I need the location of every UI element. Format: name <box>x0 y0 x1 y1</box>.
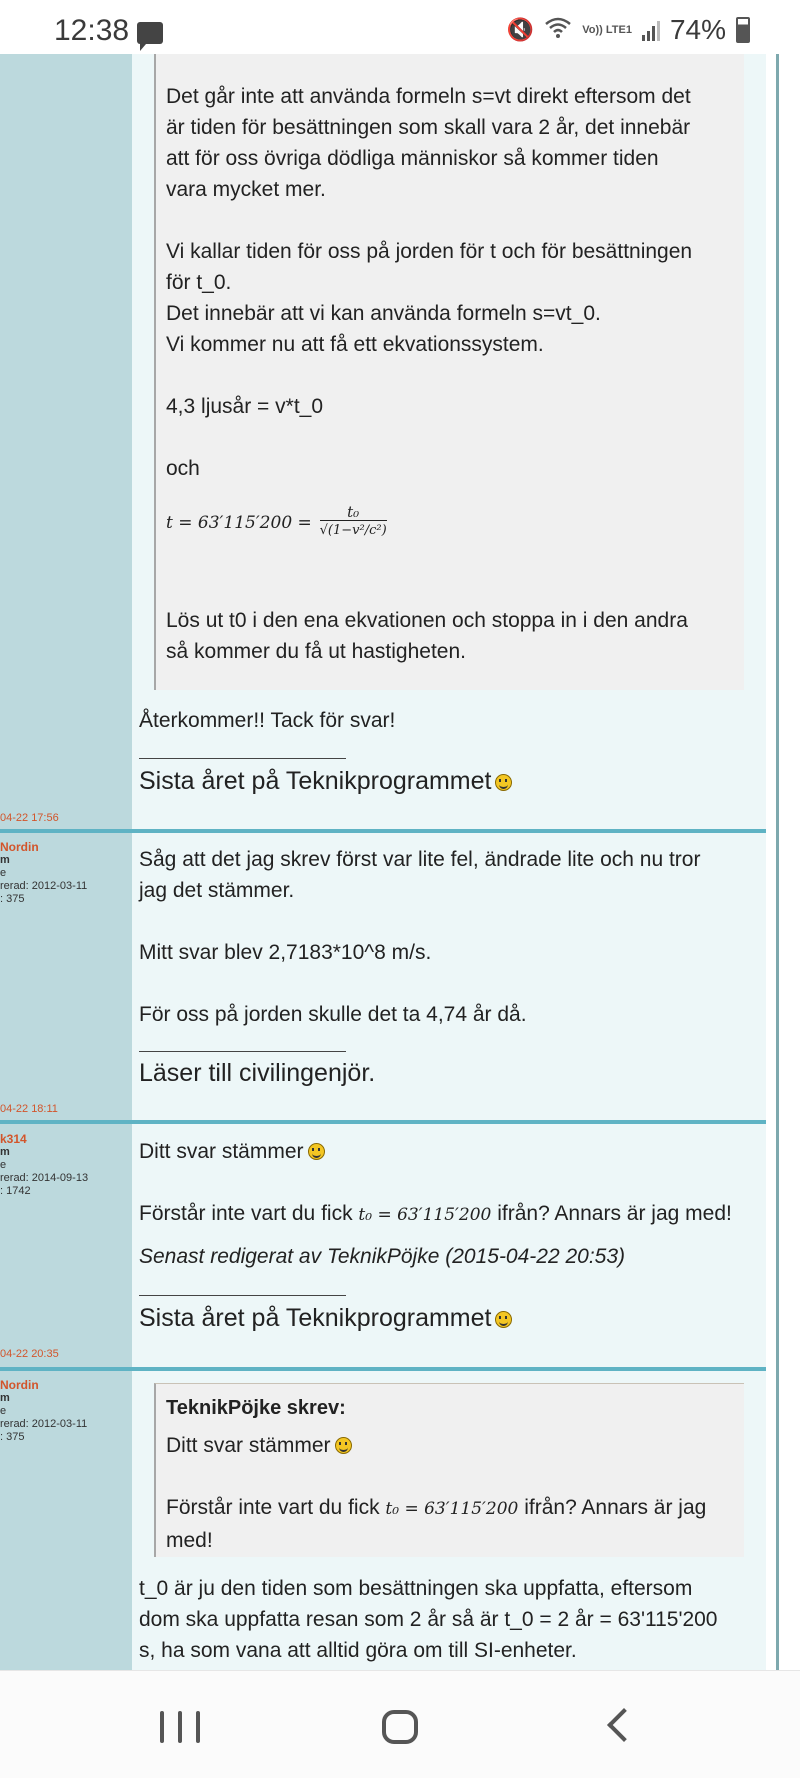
post-separator <box>0 1367 766 1371</box>
smiley-icon <box>495 1311 512 1328</box>
quote-line: vara mycket mer. <box>166 178 326 201</box>
quote-author: TeknikPöjke skrev: <box>166 1397 346 1419</box>
reply-text: Återkommer!! Tack för svar! <box>139 709 396 732</box>
formula-denominator: √(1−v²/c²) <box>319 523 387 538</box>
quote-line-text: ifrån? Annars är jag <box>524 1496 707 1519</box>
back-icon <box>607 1708 641 1742</box>
user-rank: m <box>0 1146 10 1158</box>
user-post-count: : 375 <box>0 893 25 905</box>
quote-line: Det innebär att vi kan använda formeln s=vt_0. <box>166 302 601 325</box>
post-separator <box>0 1120 766 1124</box>
battery-percent: 74% <box>669 14 726 45</box>
post-body <box>139 844 749 1030</box>
post-line: s, ha som vana att alltid göra om till SI-enheter. <box>139 1639 577 1662</box>
wifi-icon <box>544 15 572 45</box>
quote-line: Vi kommer nu att få ett ekvationssystem. <box>166 333 544 356</box>
formula-lhs: t = 63′115′200 = <box>166 513 312 534</box>
recents-icon <box>178 1711 182 1743</box>
signal-icon <box>642 19 660 41</box>
formula-fraction <box>320 504 387 541</box>
signature <box>139 1304 512 1333</box>
user-registered: rerad: 2012-03-11 <box>0 1418 88 1430</box>
post-line <box>139 1136 749 1167</box>
signature-divider <box>139 1295 346 1296</box>
post-line: t_0 är ju den tiden som besättningen ska uppfatta, eftersom <box>139 1577 693 1600</box>
smiley-icon <box>308 1143 325 1160</box>
user-detail: e <box>0 1405 7 1417</box>
user-rank: m <box>0 854 10 866</box>
post-line-text: Ditt svar stämmer <box>139 1140 304 1163</box>
username-link[interactable]: k314 <box>0 1132 27 1146</box>
user-rank: m <box>0 1392 10 1404</box>
battery-icon <box>736 17 750 43</box>
post-line <box>139 1198 749 1231</box>
quote-block <box>154 54 744 690</box>
recents-button[interactable] <box>150 1707 210 1747</box>
recents-icon <box>196 1711 200 1743</box>
post-body <box>139 1573 749 1666</box>
quote-block <box>154 1383 744 1557</box>
user-registered: rerad: 2014-09-13 <box>0 1172 89 1184</box>
inline-formula: t₀ = 63′115′200 <box>385 1499 519 1519</box>
post-separator <box>0 829 766 833</box>
quote-line: för t_0. <box>166 271 232 294</box>
formula-t <box>166 504 692 556</box>
status-time: 12:38 <box>54 14 130 47</box>
post-body <box>139 1136 749 1272</box>
home-icon <box>382 1710 418 1744</box>
quote-line: Det går inte att använda formeln s=vt direkt eftersom det <box>166 85 691 108</box>
quote-line <box>166 1430 734 1461</box>
signature-divider <box>139 758 346 759</box>
signature: Läser till civilingenjör. <box>139 1059 376 1087</box>
post-timestamp[interactable]: 04-22 20:35 <box>0 1348 59 1360</box>
user-info <box>0 1379 130 1444</box>
quote-line: och <box>166 457 200 480</box>
quote-line: är tiden för besättningen som skall vara 2 år, det innebär <box>166 116 691 139</box>
user-detail: e <box>0 1159 7 1171</box>
back-button[interactable] <box>590 1707 650 1747</box>
user-post-count: : 1742 <box>0 1185 31 1197</box>
user-detail: e <box>0 867 7 879</box>
signature <box>139 767 512 796</box>
quote-line-text: Ditt svar stämmer <box>166 1434 331 1457</box>
status-icons <box>507 14 750 46</box>
user-post-count: : 375 <box>0 1431 25 1443</box>
quote-line <box>166 1492 734 1525</box>
username-link[interactable]: Nordin <box>0 1378 39 1392</box>
username-link[interactable]: Nordin <box>0 840 39 854</box>
post-timestamp[interactable]: 04-22 17:56 <box>0 812 59 824</box>
chat-icon <box>137 22 163 44</box>
post-line-text: Förstår inte vart du fick <box>139 1202 353 1225</box>
user-info <box>0 841 130 906</box>
quote-line: Lös ut t0 i den ena ekvationen och stoppa in i den andra <box>166 609 688 632</box>
quote-line: med! <box>166 1529 213 1552</box>
mute-icon: 🔇 <box>506 17 535 42</box>
status-bar <box>0 0 800 54</box>
forum-thread[interactable] <box>0 54 800 1670</box>
user-info <box>0 1133 130 1198</box>
quote-line: så kommer du få ut hastigheten. <box>166 640 466 663</box>
right-border <box>776 54 779 1670</box>
formula-numerator: t₀ <box>320 504 387 521</box>
post-line: För oss på jorden skulle det ta 4,74 år då. <box>139 1003 527 1026</box>
navigation-bar <box>0 1670 800 1778</box>
recents-icon <box>160 1711 164 1743</box>
signature-text: Sista året på Teknikprogrammet <box>139 1304 492 1332</box>
network-label: Vo)) LTE1 <box>582 23 632 36</box>
post-line: Mitt svar blev 2,7183*10^8 m/s. <box>139 941 432 964</box>
signature-divider <box>139 1051 346 1052</box>
quote-line: 4,3 ljusår = v*t_0 <box>166 395 324 418</box>
signature-text: Sista året på Teknikprogrammet <box>139 767 492 795</box>
quote-line: Vi kallar tiden för oss på jorden för t och för besättningen <box>166 240 693 263</box>
smiley-icon <box>495 774 512 791</box>
post-line-text: ifrån? Annars är jag med! <box>497 1202 732 1225</box>
user-registered: rerad: 2012-03-11 <box>0 880 88 892</box>
post-timestamp[interactable]: 04-22 18:11 <box>0 1103 58 1115</box>
post-line: jag det stämmer. <box>139 879 295 902</box>
smiley-icon <box>335 1437 352 1454</box>
home-button[interactable] <box>370 1707 430 1747</box>
quote-line-text: Förstår inte vart du fick <box>166 1496 380 1519</box>
inline-formula: t₀ = 63′115′200 <box>358 1205 492 1225</box>
post-line: dom ska uppfatta resan som 2 år så är t_0 = 2 år = 63'115'200 <box>139 1608 718 1631</box>
quote-text <box>166 81 692 667</box>
quote-line: att för oss övriga dödliga människor så kommer tiden <box>166 147 659 170</box>
edit-note: Senast redigerat av TeknikPöjke (2015-04-22 20:53) <box>139 1245 626 1268</box>
post-line: Såg att det jag skrev först var lite fel, ändrade lite och nu tror <box>139 848 701 871</box>
